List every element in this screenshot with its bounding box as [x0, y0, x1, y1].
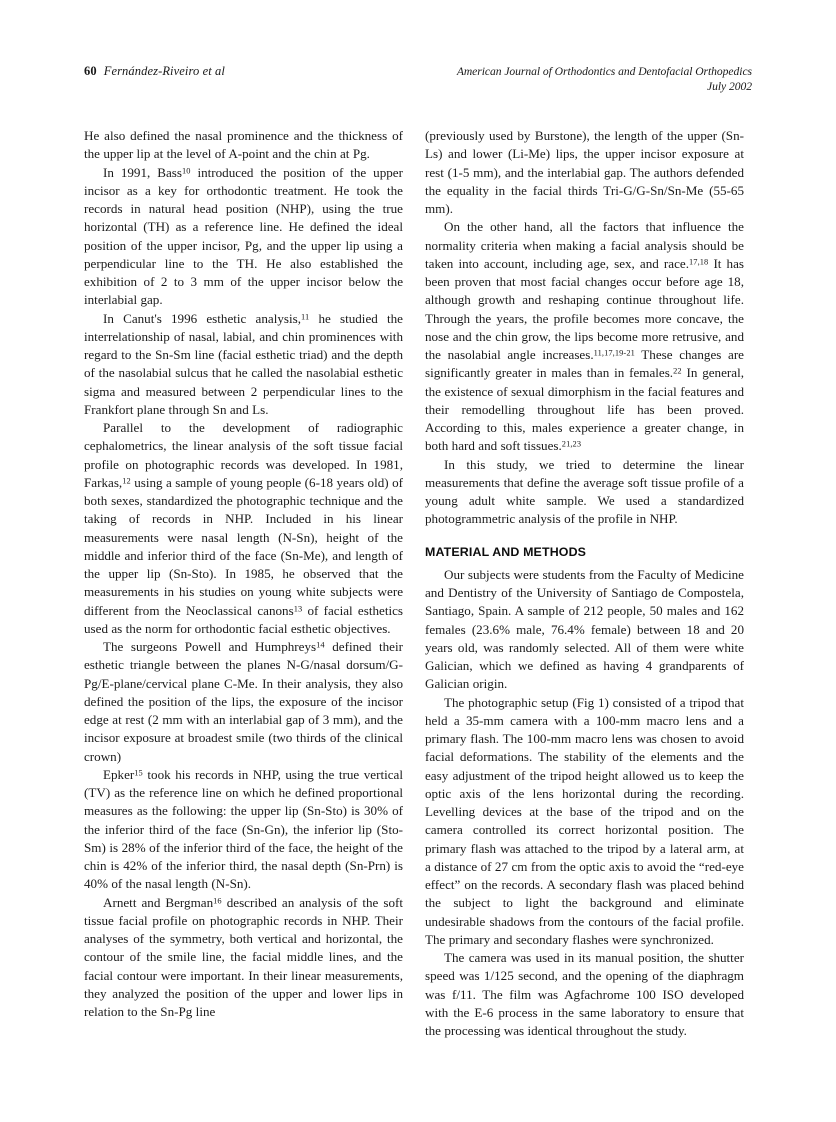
paragraph-text: It has been proven that most facial changes occur before age 18, although growth and reshaping continue throughout life. Through the years, the profile becomes more concave, the nose and the chin grow, the lips become more retrusive, and the nasolabial angle increases.	[425, 255, 744, 362]
page-folio: 60	[84, 64, 97, 78]
reference-superscript: 14	[316, 640, 325, 650]
paragraph-text: The surgeons Powell and Humphreys	[103, 639, 317, 654]
paragraph-text: In general, the existence of sexual dimorphism in the facial features and their remodelling throughout life has been proved. According to this, males experience a greater change, in both hard and soft tissues.	[425, 365, 744, 454]
paragraph-text: of facial esthetics used as the norm for orthodontic facial esthetic objectives.	[84, 602, 404, 636]
paragraph	[84, 164, 403, 310]
paragraph-text: He also defined the nasal prominence and the thickness of the upper lip at the level of A-point and the chin at Pg.	[84, 128, 403, 162]
paragraph	[84, 127, 403, 164]
paragraph	[84, 310, 403, 420]
paragraph	[84, 766, 403, 894]
paragraph	[425, 949, 744, 1040]
paragraph	[84, 638, 403, 766]
paragraph	[84, 894, 403, 1022]
paragraph-text: In this study, we tried to determine the linear measurements that define the average soft tissue profile of a young adult white sample. We used a standardized photogrammetric analysis of the profile in NHP.	[425, 456, 744, 527]
journal-title: American Journal of Orthodontics and Dentofacial Orthopedics	[456, 65, 752, 78]
running-head	[84, 64, 752, 100]
paragraph	[425, 218, 744, 455]
running-head-authors: Fernández-Riveiro et al	[103, 64, 225, 78]
reference-superscript: 16	[213, 895, 222, 905]
paragraph	[425, 456, 744, 529]
running-head-left	[84, 64, 225, 79]
reference-superscript: 13	[293, 603, 303, 613]
paragraph-text: he studied the interrelationship of nasal, labial, and chin prominences with regard to the Sn-Sm line (facial esthetic triad) and the depth of the nasolabial sulcus that he called the nasolabial esthetic sigma and measured between 2 perpendicular lines to the Frankfort plane through Sn and Ls.	[84, 310, 403, 417]
paragraph-text: Epker	[103, 766, 135, 782]
paragraph-text: described an analysis of the soft tissue facial profile on photographic records in NHP. Their analyses of the symmetry, both vertical and horizontal, the contour of the smile line, the facial middle lines, and the facial contour were important. In their linear measurements, they analyzed the position of the upper and lower lips in relation to the Sn-Pg line	[84, 894, 403, 1019]
reference-superscript: 10	[181, 165, 191, 175]
paragraph-text: The photographic setup (Fig 1) consisted of a tripod that held a 35-mm camera with a 100-mm macro lens and a primary flash. The 100-mm macro lens was chosen to avoid facial deformations. The stability of the elements and the easy adjustment of the tripod height allowed us to keep the optic axis of the lens horizontal during the recording. Levelling devices at the base of the tripod and on the camera controlled its correct horizontal position. The primary flash was attached to the tripod by a lateral arm, at a distance of 27 cm from the optic axis to avoid the “red-eye effect” on the records. A secondary flash was placed behind the subject to light the background and eliminate undesirable shadows from the contours of the facial profile. The primary and secondary flashes were synchronized.	[425, 694, 744, 947]
paragraph	[84, 419, 403, 638]
paragraph-text: introduced the position of the upper incisor as a key for orthodontic treatment. He took the records in natural head position (NHP), using the true horizontal (TH) as a reference line. He defined the ideal position of the upper incisor, Pg, and the upper lip using a perpendicular line to the TH. He also established the exhibition of 2 to 3 mm of the upper incisor below the interlabial gap.	[84, 164, 403, 308]
section-heading-material-and-methods: MATERIAL AND METHODS	[425, 544, 587, 559]
paragraph	[425, 127, 744, 218]
paragraph-text: These changes are significantly greater in males than in females.	[425, 347, 744, 381]
reference-superscript: 22	[673, 366, 682, 376]
issue-date: July 2002	[707, 80, 752, 93]
paragraph-text: using a sample of young people (6-18 years old) of both sexes, standardized the photographic technique and the taking of records in NHP. Included in his linear measurements were nasal length (N-Sn), height of the middle and inferior third of the face (Sn-Me), and length of the upper lip (Sn-Sto). In 1985, he observed that the measurements in his studies on young white subjects were different from the Neoclassical canons	[84, 474, 403, 618]
paragraph-text: Our subjects were students from the Faculty of Medicine and Dentistry of the University of Santiago de Compostela, Santiago, Spain. A sample of 212 people, 50 males and 162 females (23.6% male, 76.4% female) between 18 and 20 years old, was randomly selected. All of them were white Galician, which we defined as having 4 grandparents of Galician origin.	[425, 566, 744, 692]
paragraph-text: defined their esthetic triangle between the planes N-G/nasal dorsum/G-Pg/E-plane/cervical plane C-Me. In their analysis, they also defined the position of the lips, the exposure of the incisor edge at rest (2 mm with an interlabial gap of 3 mm), and the incisor exposure at broadest smile (two thirds of the clinical crown)	[84, 639, 403, 764]
reference-superscript: 11	[301, 311, 310, 321]
reference-superscript: 17,18	[689, 257, 709, 267]
column-left	[84, 127, 403, 1021]
reference-superscript: 12	[122, 476, 131, 486]
paragraph	[425, 566, 744, 694]
paragraph-text: Parallel to the development of radiographic cephalometrics, the linear analysis of the soft tissue facial profile on photographic records was developed. In 1981, Farkas,	[84, 420, 403, 490]
paragraph-text: Arnett and Bergman	[103, 894, 214, 910]
running-head-right	[457, 64, 752, 94]
reference-superscript: 11,17,19-21	[593, 348, 635, 358]
paragraph	[425, 694, 744, 950]
paragraph-text: In 1991, Bass	[103, 164, 182, 180]
paragraph-text: In Canut's 1996 esthetic analysis,	[103, 310, 301, 326]
paragraph-text: On the other hand, all the factors that influence the normality criteria when making a facial analysis should be taken into account, including age, sex, and race.	[425, 219, 744, 271]
paragraph-text: (previously used by Burstone), the length of the upper (Sn-Ls) and lower (Li-Me) lips, the upper incisor exposure at rest (1-5 mm), and the interlabial gap. The authors defended the equality in the facial thirds Tri-G/G-Sn/Sn-Me (55-65 mm).	[425, 128, 744, 216]
paragraph-text: took his records in NHP, using the true vertical (TV) as the reference line on which he defined proportional measures as the following: the upper lip (Sn-Sto) is 30% of the inferior third of the face (Sn-Gn), the inferior lip (Sto-Sm) is 28% of the inferior third of the face, the height of the chin is 42% of the inferior third, the nasal depth (Sn-Prn) is 40% of the nasal length (N-Sn).	[84, 766, 403, 892]
column-right	[425, 127, 744, 1040]
paragraph-text: The camera was used in its manual position, the shutter speed was 1/125 second, and the opening of the diaphragm was f/11. The film was Agfachrome 100 ISO developed with the E-6 process in the same laboratory to ensure that the processing was identical throughout the study.	[425, 950, 744, 1038]
reference-superscript: 21,23	[561, 439, 582, 449]
reference-superscript: 15	[134, 768, 143, 778]
